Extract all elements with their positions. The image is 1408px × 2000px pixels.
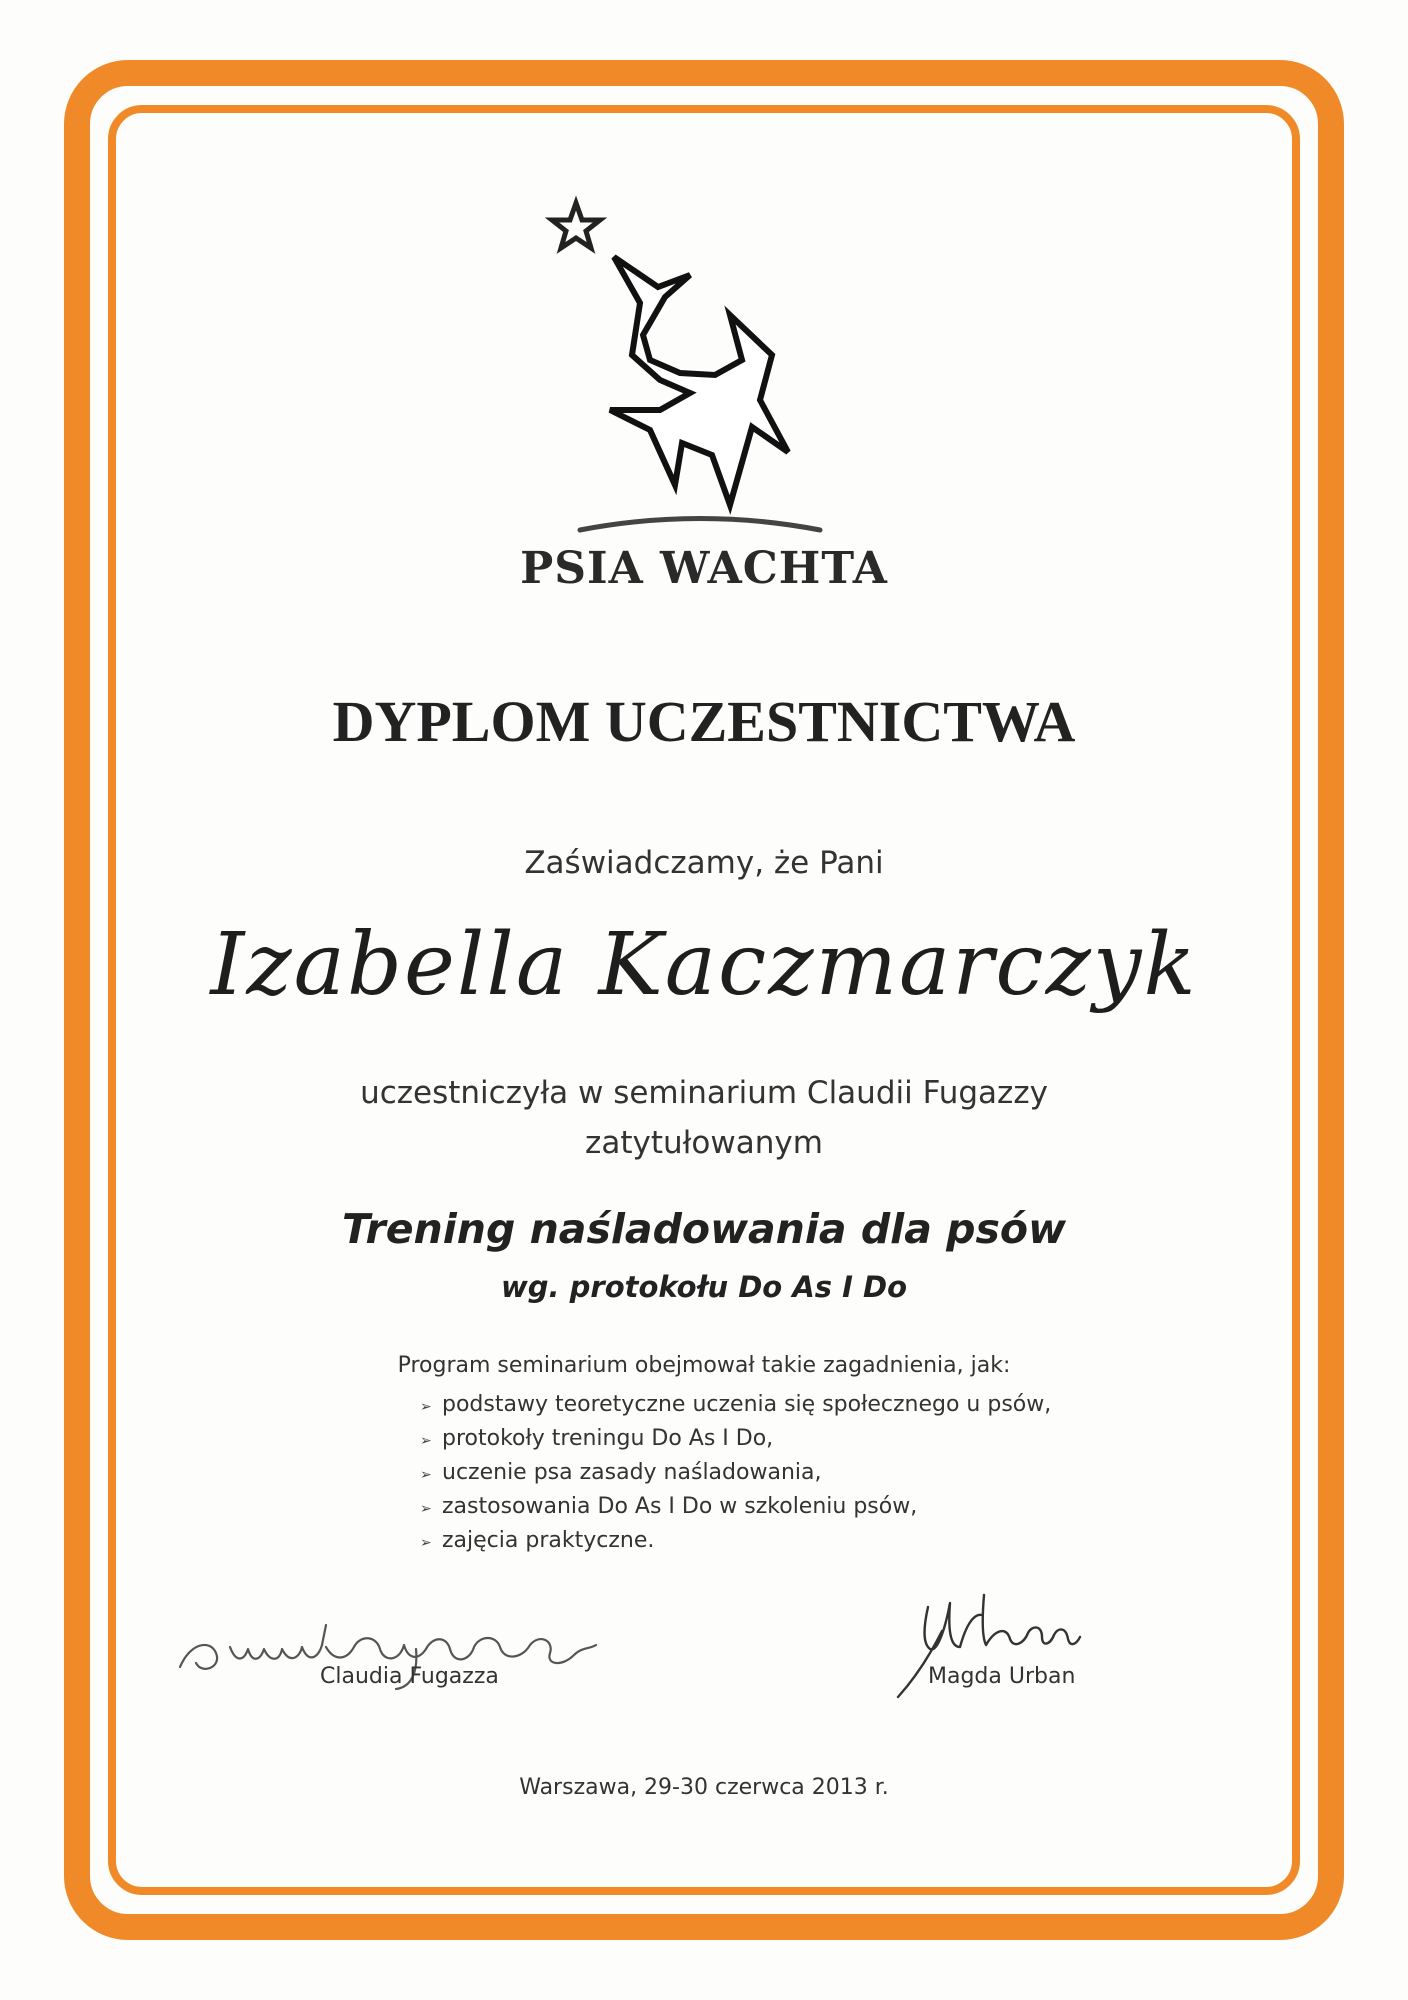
arrow-bullet-icon: ➢	[420, 1535, 432, 1551]
star-dog-logo-icon	[540, 195, 860, 535]
arrow-bullet-icon: ➢	[420, 1433, 432, 1449]
certification-intro: Zaświadczamy, że Pani	[524, 845, 884, 881]
signature-name-left: Claudia Fugazza	[320, 1664, 499, 1689]
recipient-name: Izabella Kaczmarczyk	[210, 915, 1198, 1015]
brand-name: PSIA WACHTA	[520, 543, 888, 594]
list-item: ➢ protokoły treningu Do As I Do,	[420, 1422, 1051, 1456]
list-item: ➢ uczenie psa zasady naśladowania,	[420, 1456, 1051, 1490]
seminar-title: Trening naśladowania dla psów	[342, 1205, 1066, 1253]
seminar-subtitle: wg. protokołu Do As I Do	[501, 1270, 907, 1304]
list-item: ➢ podstawy teoretyczne uczenia się społecznego u psów,	[420, 1388, 1051, 1422]
diploma-title: DYPLOM UCZESTNICTWA	[332, 689, 1076, 754]
arrow-bullet-icon: ➢	[420, 1501, 432, 1517]
logo-arc	[580, 519, 820, 531]
arrow-bullet-icon: ➢	[420, 1467, 432, 1483]
program-intro: Program seminarium obejmował takie zagadnienia, jak:	[397, 1353, 1011, 1378]
small-star-icon	[552, 203, 600, 248]
participation-line-1: uczestniczyła w seminarium Claudii Fugazzy	[360, 1075, 1048, 1111]
signature-name-right: Magda Urban	[928, 1664, 1076, 1689]
place-and-date: Warszawa, 29-30 czerwca 2013 r.	[519, 1775, 889, 1800]
list-item: ➢ zajęcia praktyczne.	[420, 1524, 1051, 1558]
arrow-bullet-icon: ➢	[420, 1399, 432, 1415]
participation-line-2: zatytułowanym	[585, 1125, 823, 1161]
dog-star-icon	[610, 257, 788, 505]
list-item: ➢ zastosowania Do As I Do w szkoleniu psów,	[420, 1490, 1051, 1524]
topic-list	[420, 1388, 1051, 1558]
